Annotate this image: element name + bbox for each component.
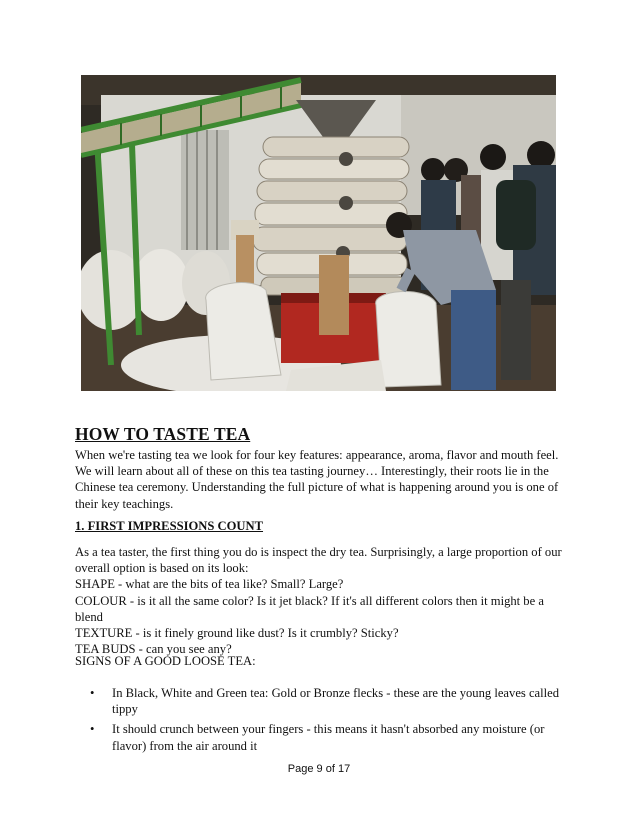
bullet-icon: • [90,686,95,700]
intro-line: As a tea taster, the first thing you do is inspect the dry tea. Surprisingly, a large proportion of our overall option is based on its look: [75,545,562,576]
list-item [90,685,560,717]
colour-line: COLOUR - is it all the same color? Is it jet black? If it's all different colors then it might be a blend [75,593,544,624]
list-item-text: It should crunch between your fingers - this means it hasn't absorbed any moisture (or flavor) from the air around it [112,722,545,753]
shape-line: SHAPE - what are the bits of tea like? Small? Large? [75,577,344,592]
first-impressions-paragraph [75,544,565,657]
signs-list [90,685,560,758]
texture-line: TEXTURE - is it finely ground like dust? Is it crumbly? Sticky? [75,626,399,641]
bullet-icon: • [90,722,95,737]
tea-buds-line: TEA BUDS - can you see any? [75,642,232,657]
page-heading: HOW TO TASTE TEA [75,424,251,444]
list-item-text: In Black, White and Green tea: Gold or Bronze flecks - these are the young leaves called tippy [112,686,560,717]
page-number: Page 9 of 17 [287,763,351,775]
tea-sorting-machine-photo [81,75,556,391]
section-heading: 1. FIRST IMPRESSIONS COUNT [75,519,264,533]
intro-paragraph: When we're tasting tea we look for four key features: appearance, aroma, flavor and mouth feel. We will learn about all of these on this tea tasting journey… Interestingly, their roots lie in the Chinese tea ceremony. Understanding the full picture of what is happening around you is one of their key teachings. [75,448,559,511]
signs-heading: SIGNS OF A GOOD LOOSE TEA: [75,654,256,668]
list-item [90,721,560,753]
